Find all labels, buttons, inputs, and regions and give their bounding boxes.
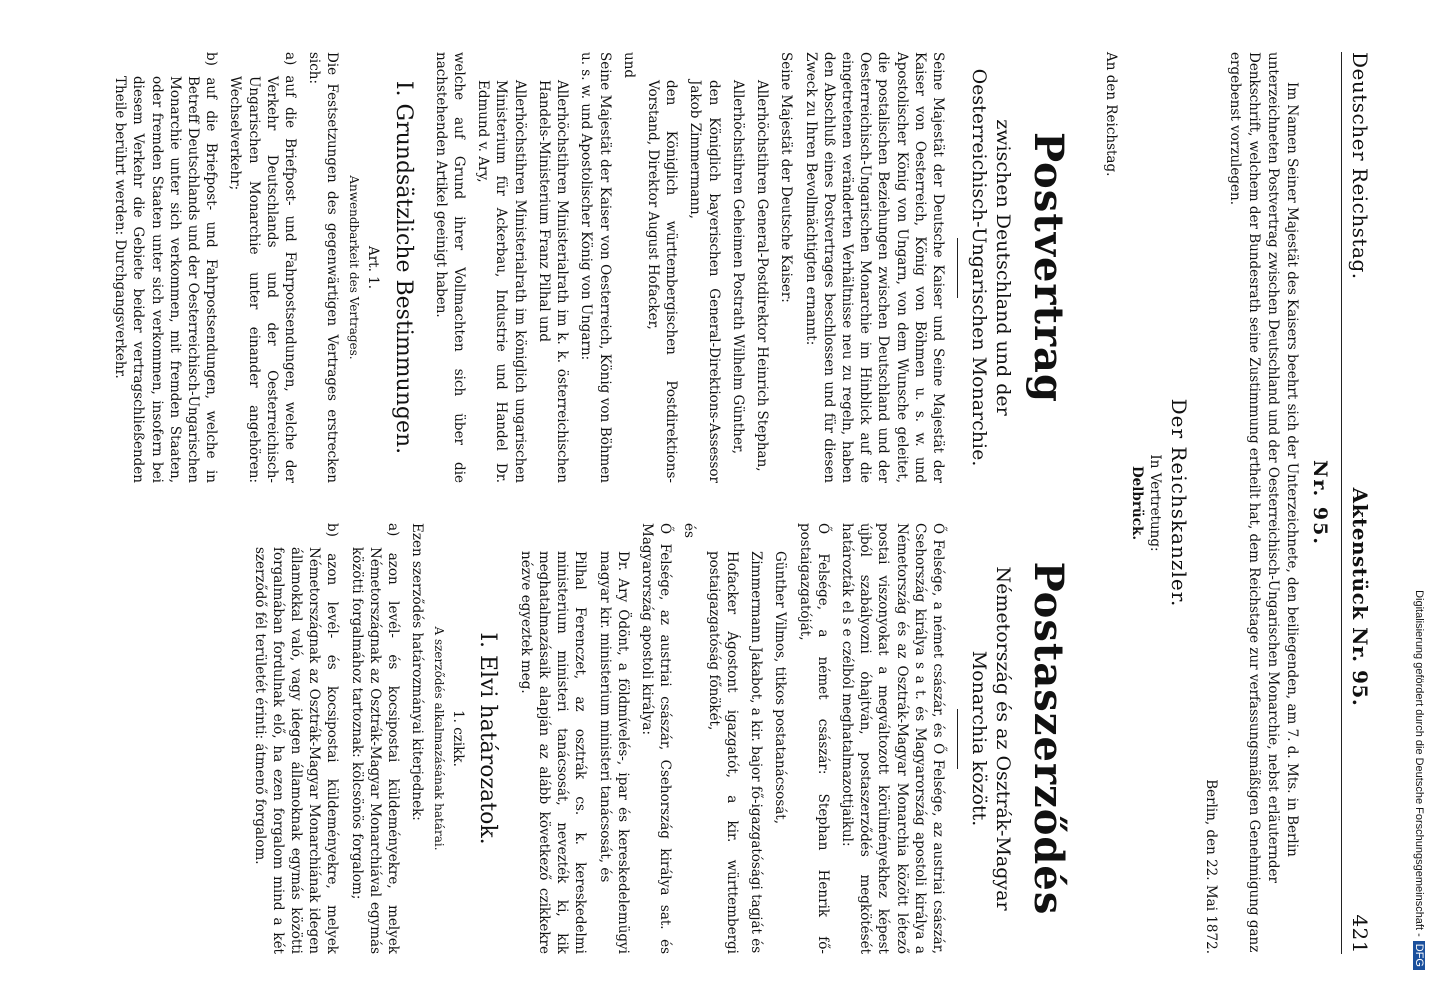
german-and: und [620, 52, 637, 79]
hungarian-item-b: b) azon levél- és kocsipostai küldeményekre, melyek Németországnak az Osztrák-Magyar Monarchiának idegen államokkal való, vagy idegen államoknak egymás közötti forgalmában fordulnak elő, ha ezen forgalom mind a két szerződő fél területét érinti: átmenő forgalom. [251, 523, 341, 954]
signature-title: Der Reichskanzler. [1167, 398, 1192, 608]
german-party1-head: Seine Majestät der Deutsche Kaiser: [778, 52, 795, 303]
hungarian-item-a: a) azon levél- és kocsipostai küldeményekre, melyek Németországnak az Osztrák-Magyar Monarchiával egymás közötti forgalmához tartoznak: kölcsönös forgalom; [348, 523, 402, 954]
german-article-subtitle: Anwendbarkeit des Vertrages. [346, 175, 361, 360]
digitization-sidebar [1408, 20, 1430, 970]
page-header [1341, 52, 1372, 954]
hungarian-plenipotentiary-2: Günther Vilmos, titkos postatanácsosát, [772, 551, 789, 825]
header-center: Aktenstück Nr. 95. [1348, 487, 1372, 707]
german-preamble: Seine Majestät der Deutsche Kaiser und Seine Majestät der Kaiser von Oesterreich, König von Böhmen u. s. w. und Apostolischer König von Ungarn, von dem Wunsche geleitet, die postalischen Beziehungen zwischen Deutschland und der Oesterreichisch-Ungarischen Monarchie im Hinblick auf die eingetretenen veränderten Verhältnisse neu zu regeln, haben den Abschluß eines Postvertrages beschlossen und für diesen Zweck zu Ihren Bevollmächtigten ernannt: [802, 52, 947, 483]
hungarian-section-heading: I. Elvi határozatok. [475, 632, 501, 845]
digitization-text: Digitalisierung gefördert durch die Deutsche Forschungsgemeinschaft - [1413, 590, 1425, 937]
german-treaty-subtitle: zwischen Deutschland und der Oesterreichisch-Ungarischen Monarchie. [967, 68, 1015, 467]
german-article-number: Art. 1. [364, 245, 381, 290]
hungarian-article-text: Ezen szerződés határozmányai kiterjednek: [409, 523, 426, 821]
hungarian-plenipotentiary-3: Zimmermann Jakabot, a kir. bajor fő-igazgatósági tagját és [748, 551, 765, 954]
hungarian-and: és [681, 523, 698, 538]
german-item-b: b) auf die Briefpost- und Fahrpostsendungen, welche in Betreff Deutschlands und der Oesterreichisch-Ungarischen Monarchie unter sich verkommen, mit fremden Staaten, oder fremden Staaten unter sich verkommen, insofern bei diesem Verkehr die Gebiete beider vertragschließenden Theile berührt werden: Durchgangsverkehr. [112, 52, 220, 483]
german-column [105, 52, 1094, 483]
page-number: 421 [1348, 914, 1372, 954]
hungarian-plenipotentiary-6: Dr. Ary Ödönt, a földmívelés-, ipar és kereskedelemügyi magyar kir. ministerium ministeri tanácsosát, és [596, 551, 631, 954]
signature-sub: In Vertretung: [1147, 454, 1164, 552]
hungarian-plenipotentiary-4: Hofacker Ágostont igazgatót, a kir. württembergi postaigazgatóság főnökét, [705, 551, 740, 954]
german-plenipotentiary-6: Allerhöchstihren Ministerialrath im königlich ungarischen Ministerium für Ackerbau, Industrie und Handel Dr. Edmund v. Ary, [475, 80, 528, 483]
hungarian-treaty-title: Postaszerződés [1025, 561, 1073, 916]
signature-name: Delbrück. [1129, 465, 1146, 541]
intro-paragraph: Im Namen Seiner Majestät des Kaisers beehrt sich der Unterzeichnete, den beiliegenden, am 7. d. Mts. in Berlin unterzeichneten Postvertrag zwischen Deutschland und der Oesterreichisch-Ungarischen Monarchie, nebst erläuternder Denkschrift, welchem der Bundesrath seine Zustimmung ertheilt hat, dem Reichstage zur verfassungsmäßigen Genehmigung ganz ergebenst vorzulegen. [1227, 52, 1300, 953]
german-closing: welche auf Grund ihrer Vollmachten sich über die nachstehenden Artikel geeinigt haben. [432, 52, 468, 483]
german-treaty-title: Postvertrag [1025, 132, 1073, 403]
document-page [42, 8, 1412, 998]
german-plenipotentiary-1: Allerhöchstihren General-Postdirektor Heinrich Stephan, [754, 80, 771, 472]
document-number: Nr. 95. [1309, 460, 1331, 546]
hungarian-preamble: Ő Felsége, a német császár, és Ő Felsége, az austriai császár, Csehország királya s a t. és Magyarország apostoli királya a Németország és az Osztrák-Magyar Monarchia között létező postai viszonyokat a megváltozott körülményekhez képest újból szabályozni óhajtván, postaszerződés megkötését határozták el s e czélból meghatalmazottjaikul: [838, 523, 947, 954]
addressee: An den Reichstag. [1103, 52, 1120, 177]
hungarian-column [105, 523, 1094, 954]
german-party2-head: Seine Majestät der Kaiser von Oesterreich, König von Böhmen u. s. w. und Apostolischer König von Ungarn: [578, 52, 613, 483]
date-line: Berlin, den 22. Mai 1872. [1203, 779, 1220, 954]
german-plenipotentiary-4: den Königlich württembergischen Postdirektions-Vorstand, Direktor August Hofacker, [645, 80, 680, 483]
dfg-logo: DFG [1413, 941, 1425, 970]
german-plenipotentiary-3: den Königlich bayerischen General-Direktions-Assessor Jakob Zimmermann, [687, 80, 722, 483]
german-plenipotentiary-5: Allerhöchstihren Ministerialrath im k. k. österreichischen Handels-Ministerium Franz Pilhal und [535, 80, 571, 483]
divider [957, 709, 958, 769]
german-plenipotentiary-2: Allerhöchstihren Geheimen Postrath Wilhelm Günther, [729, 80, 746, 455]
hungarian-article-number: 1. czikk. [449, 710, 466, 767]
digitization-note [1408, 20, 1430, 970]
german-item-a: a) auf die Briefpost- und Fahrpostsendungen, welche der Verkehr Deutschlands und der Oesterreichisch-Ungarischen Monarchie unter einander angehören: Wechselverkehr; [227, 52, 299, 483]
german-section-heading: I. Grundsätzliche Bestimmungen. [390, 80, 416, 455]
divider [957, 238, 958, 298]
german-article-text: Die Festsetzungen des gegenwärtigen Vertrages erstrecken sich: [306, 52, 341, 483]
header-left: Deutscher Reichstag. [1348, 52, 1372, 280]
columns [105, 52, 1094, 954]
hungarian-plenipotentiary-7: Pilhal Ferenczet, az osztrák cs. k. kereskedelmi ministerium ministeri tanácsosát, nevezték ki, kik meghatalmazásaik alapján az alább következő czikkekre nézve egyeztek meg. [517, 551, 589, 954]
hungarian-treaty-subtitle: Németország és az Osztrák-Magyar Monarchia között. [967, 566, 1015, 911]
hungarian-party2-head: Ő Felsége, az austriai császár, Csehország királya sat. és Magyarország apostoli királya: [639, 523, 674, 954]
hungarian-article-subtitle: A szerződés alkalmazásának határai. [431, 626, 446, 851]
hungarian-party1-head: Ő Felsége, a német császár: Stephan Henrik fő-postaigazgatóját, [796, 523, 831, 954]
